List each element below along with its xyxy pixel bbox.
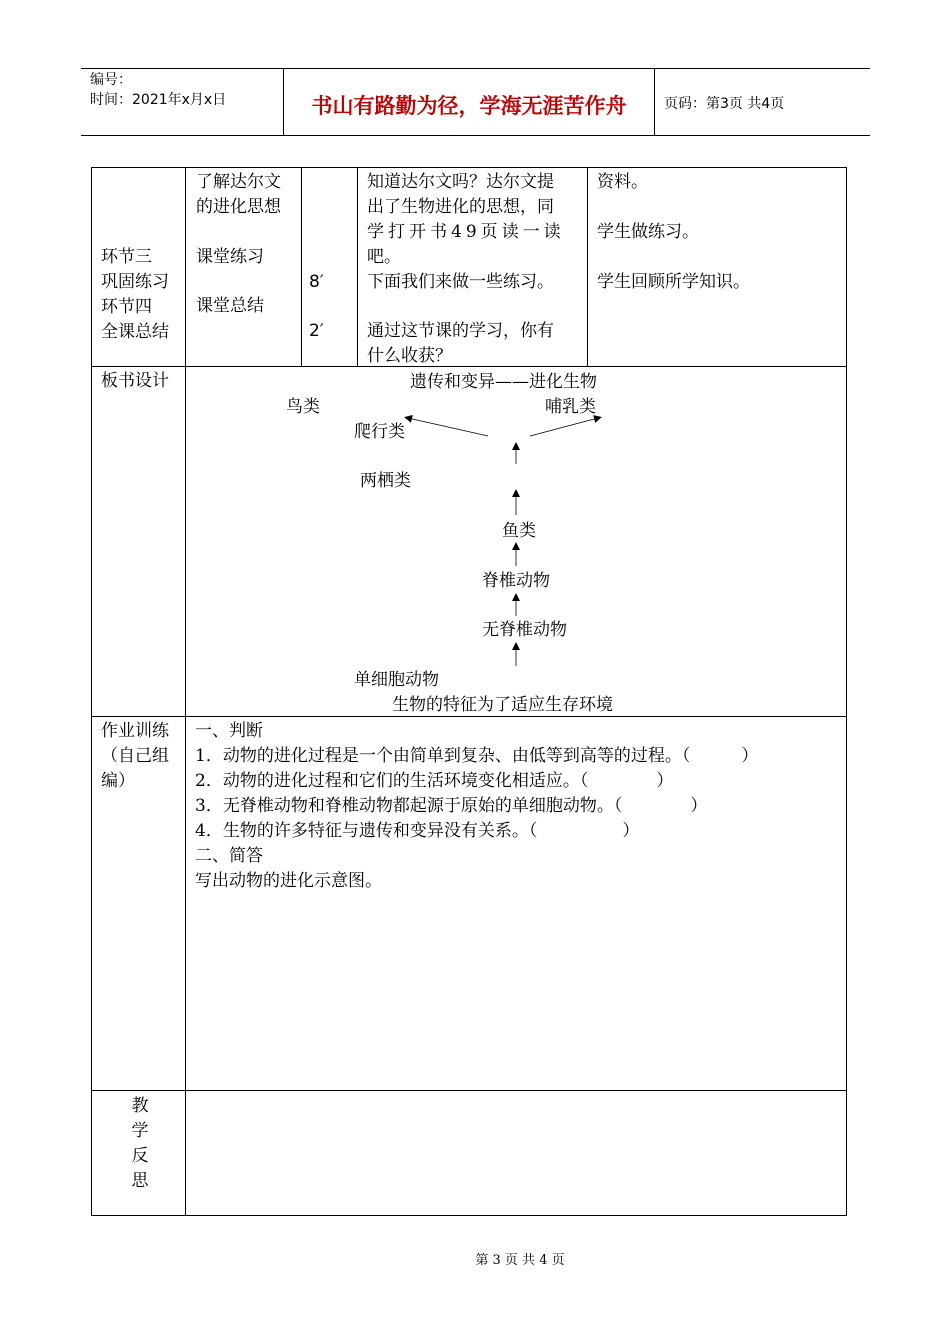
node-reptiles: 爬行类 — [354, 422, 405, 442]
teacher-activity: 知道达尔文吗？达尔文提 出了生物进化的思想，同 学打开书49页读一读 吧。 下面我们来做一些练习。 — [367, 172, 565, 292]
student-activity-practice: 学生做练习。 — [597, 222, 699, 242]
section-judge: 一、判断 — [195, 721, 263, 741]
arrow-to-birds — [408, 418, 488, 436]
doc-number-label: 编号： — [90, 72, 132, 88]
doc-time-label: 时间：2021年x月x日 — [90, 92, 227, 108]
content-practice: 课堂练习 — [196, 247, 264, 267]
time-summary: 2′ — [309, 321, 324, 341]
judge-item: 1．动物的进化过程是一个由简单到复杂、由低等到高等的过程。（ ） — [195, 746, 759, 766]
content-summary: 课堂总结 — [196, 296, 264, 316]
stage-label: 环节四 — [101, 297, 152, 317]
judge-item: 4．生物的许多特征与遗传和变异没有关系。（ ） — [195, 821, 640, 841]
arrow-to-mammals — [530, 418, 598, 436]
node-fish: 鱼类 — [502, 521, 536, 541]
node-mammals: 哺乳类 — [545, 397, 596, 417]
teacher-activity-summary: 通过这节课的学习，你有 什么收获？ — [367, 321, 554, 366]
board-bottom-line: 生物的特征为了适应生存环境 — [392, 695, 613, 715]
section-short-answer: 二、简答 — [195, 846, 263, 866]
node-amphibians: 两栖类 — [360, 471, 411, 491]
homework-content — [195, 719, 758, 894]
page-footer: 第 3 页 共 4 页 — [475, 1253, 565, 1268]
board-title: 遗传和变异——进化生物 — [410, 372, 597, 392]
stage-label: 全课总结 — [101, 322, 169, 342]
header-motto: 书山有路勤为径，学海无涯苦作舟 — [311, 94, 627, 118]
content-darwin: 了解达尔文 的进化思想 — [196, 172, 281, 217]
node-unicellular: 单细胞动物 — [354, 670, 439, 690]
reflection-label: 教 学 反 思 — [131, 1096, 149, 1191]
stage-label: 巩固练习 — [101, 272, 169, 292]
student-activity-reading: 资料。 — [597, 172, 648, 192]
judge-item: 2．动物的进化过程和它们的生活环境变化相适应。（ ） — [195, 771, 674, 791]
stage-label: 环节三 — [101, 247, 152, 267]
node-vertebrates: 脊椎动物 — [482, 571, 550, 591]
time-practice: 8′ — [309, 272, 324, 292]
short-answer-question: 写出动物的进化示意图。 — [195, 871, 382, 891]
page-info: 页码：第3页 共4页 — [664, 96, 785, 112]
homework-label: 作业训练 （自己组 编） — [101, 721, 169, 791]
node-birds: 鸟类 — [286, 397, 320, 417]
node-invertebrates: 无脊椎动物 — [482, 620, 567, 640]
student-activity-review: 学生回顾所学知识。 — [597, 272, 750, 292]
board-design-label: 板书设计 — [101, 371, 169, 391]
judge-item: 3．无脊椎动物和脊椎动物都起源于原始的单细胞动物。（ ） — [195, 796, 708, 816]
